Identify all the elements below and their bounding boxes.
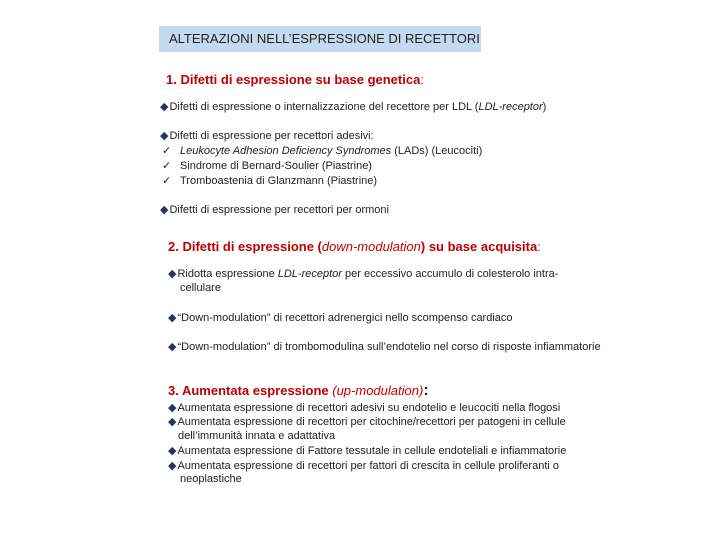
list-item: ◆Aumentata espressione di Fattore tessutale in cellule endoteliali e infiammatorie: [168, 445, 567, 457]
list-item-continuation: cellulare: [180, 282, 221, 294]
diamond-bullet-icon: ◆: [168, 268, 177, 280]
diamond-bullet-icon: ◆: [168, 460, 177, 472]
checkmark-icon: ✓: [162, 145, 172, 157]
list-item: ◆Aumentata espressione di recettori adesivi su endotelio e leucociti nella flogosi: [168, 402, 561, 414]
diamond-bullet-icon: ◆: [160, 204, 169, 216]
diamond-bullet-icon: ◆: [168, 312, 177, 324]
diamond-bullet-icon: ◆: [160, 130, 169, 142]
list-item-continuation: dell’immunità innata e adattativa: [178, 430, 336, 442]
diamond-bullet-icon: ◆: [168, 445, 177, 457]
list-item: ✓ Tromboastenia di Glanzmann (Piastrine): [162, 175, 378, 187]
list-item: ◆Difetti di espressione per recettori per ormoni: [160, 204, 389, 216]
diamond-bullet-icon: ◆: [168, 341, 177, 353]
list-item: ✓ Leukocyte Adhesion Deficiency Syndromes (LADs) (Leucociti): [162, 145, 483, 157]
diamond-bullet-icon: ◆: [160, 101, 169, 113]
section1-heading: 1. Difetti di espressione su base genetica:: [166, 72, 424, 87]
list-item: ◆Difetti di espressione o internalizzazione del recettore per LDL (LDL-receptor): [160, 101, 547, 113]
checkmark-icon: ✓: [162, 175, 172, 187]
list-item: ◆Aumentata espressione di recettori per citochine/recettori per patogeni in cellule: [168, 416, 566, 428]
checkmark-icon: ✓: [162, 160, 172, 172]
section2-heading: 2. Difetti di espressione (down-modulation) su base acquisita:: [168, 239, 541, 254]
section3-heading: 3. Aumentata espressione (up-modulation):: [168, 382, 429, 399]
list-item: ✓ Sindrome di Bernard-Soulier (Piastrine): [162, 160, 372, 172]
list-item: ◆“Down-modulation” di recettori adrenergici nello scompenso cardiaco: [168, 312, 513, 324]
list-item: ◆“Down-modulation” di trombomodulina sull’endotelio nel corso di risposte infiammatorie: [168, 341, 601, 353]
list-item-continuation: neoplastiche: [180, 473, 242, 485]
list-item: ◆Ridotta espressione LDL-receptor per eccessivo accumulo di colesterolo intra-: [168, 268, 559, 280]
diamond-bullet-icon: ◆: [168, 402, 177, 414]
list-item: ◆Difetti di espressione per recettori adesivi:: [160, 130, 374, 142]
list-item: ◆Aumentata espressione di recettori per fattori di crescita in cellule proliferanti o: [168, 460, 559, 472]
slide-title: ALTERAZIONI NELL’ESPRESSIONE DI RECETTORI: [159, 26, 481, 52]
diamond-bullet-icon: ◆: [168, 416, 177, 428]
